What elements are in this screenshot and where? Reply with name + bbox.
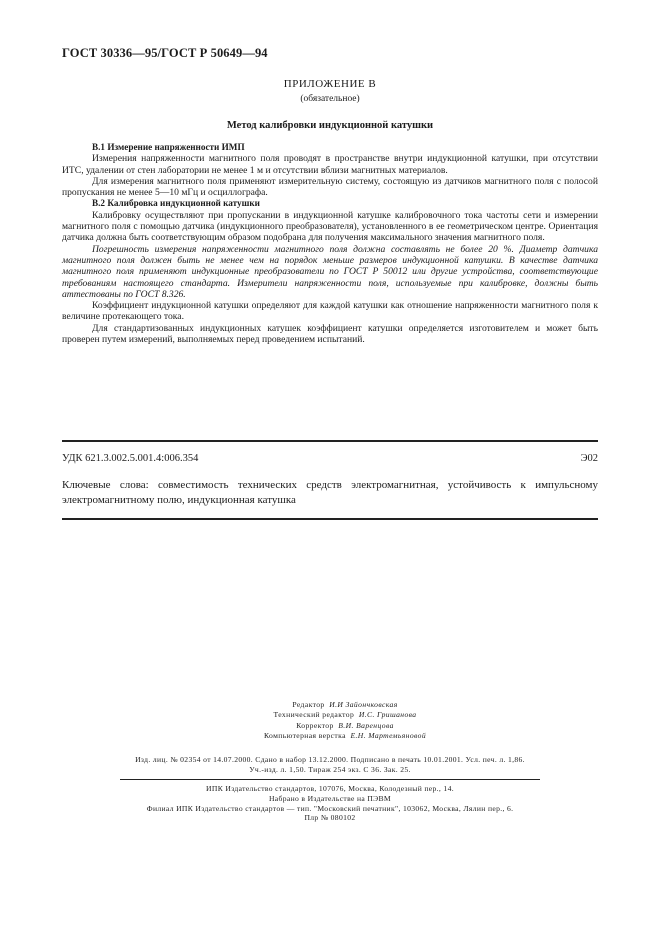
keywords: Ключевые слова: совместимость технических средств электромагнитная, устойчивость к импульсному электромагнитному полю, индукционная катушка [62,479,598,506]
credits-block [200,700,490,741]
separator-rule [62,518,598,520]
section-heading: В.2 Калибровка индукционной катушки [92,198,260,209]
paragraph: Коэффициент индукционной катушки определяют для каждой катушки как отношение напряженности магнитного поля к величине протекающего тока. [62,300,598,323]
print-info-line: Уч.-изд. л. 1,50. Тираж 254 экз. С 36. Зак. 25. [249,764,411,774]
paragraph: Для стандартизованных индукционных катушек коэффициент катушки определяется изготовителем и может быть проверен путем измерений, выполняемых перед проведением испытаний. [62,322,598,346]
publisher-line: Набрано в Издательстве на ПЭВМ [268,793,392,803]
separator-rule [62,440,598,442]
paragraph: Калибровку осуществляют при пропускании в индукционной катушке калибровочного тока частоты сети и измерении магнитного поля с помощью датчика (индукционного преобразователя), установленного в ее геометрическом центре. Ориентация датчика должна быть соответствующим образом подобрана для получения максимального значения магнитного поля. [62,209,598,244]
method-title: Метод калибровки индукционной катушки [226,120,434,131]
section-heading: В.1 Измерение напряженности ИМП [92,142,245,152]
paragraph: Для измерения магнитного поля применяют измерительную систему, состоящую из датчиков магнитного поля с полосой пропускания не менее 5—10 мГц и осциллографа. [62,175,598,199]
appendix-title: ПРИЛОЖЕНИЕ В [283,78,377,90]
credit-line: Компьютерная верстка Е.Н. Мартемьяновой [263,730,427,740]
classification-code: Э02 [580,453,598,464]
paragraph: Измерения напряженности магнитного поля проводят в пространстве внутри индукционной катушки, при отсутствии ИТС, удалении от стен лаборатории не менее 1 м и отсутствии вблизи магнитных материалов. [62,153,598,176]
separator-rule [120,779,540,780]
credit-line: Редактор И.И Зайончковская [292,700,398,709]
udk-label: УДК 621.3.002.5.001.4:006.354 [62,453,199,464]
udk-row [62,453,598,464]
publisher-line: ИПК Издательство стандартов, 107076, Москва, Колодезный пер., 14. [206,784,454,793]
document-header: ГОСТ 30336—95/ГОСТ Р 50649—94 [62,46,268,60]
credit-line: Технический редактор И.С. Гришанова [273,710,417,720]
appendix-body [62,142,598,345]
publisher-line: Филиал ИПК Издательство стандартов — тип. "Московский печатник", 103062, Москва, Лялин пер., 6. [146,803,514,813]
publisher-line: Плр № 080102 [304,813,356,823]
appendix-subtitle: (обязательное) [300,94,360,104]
print-info [62,755,598,775]
publisher-info [62,784,598,823]
print-info-line: Изд. лиц. № 02354 от 14.07.2000. Сдано в набор 13.12.2000. Подписано в печать 10.01.2001. Усл. печ. л. 1,86. [135,755,525,764]
credit-line: Корректор В.И. Варенцова [296,720,394,730]
italic-paragraph: Погрешность измерения напряженности магнитного поля должна составлять не более 20 %. Диаметр датчика магнитного поля должен быть не менее чем на порядок меньше размеров индукционной катушки. В качестве датчика магнитного поля применяют индукционные преобразователи по ГОСТ Р 50012 или другие устройства, соответствующие требованиям настоящего стандарта. Измерители напряженности поля, используемые при калибровке, должны быть аттестованы по ГОСТ 8.326. [62,243,598,300]
